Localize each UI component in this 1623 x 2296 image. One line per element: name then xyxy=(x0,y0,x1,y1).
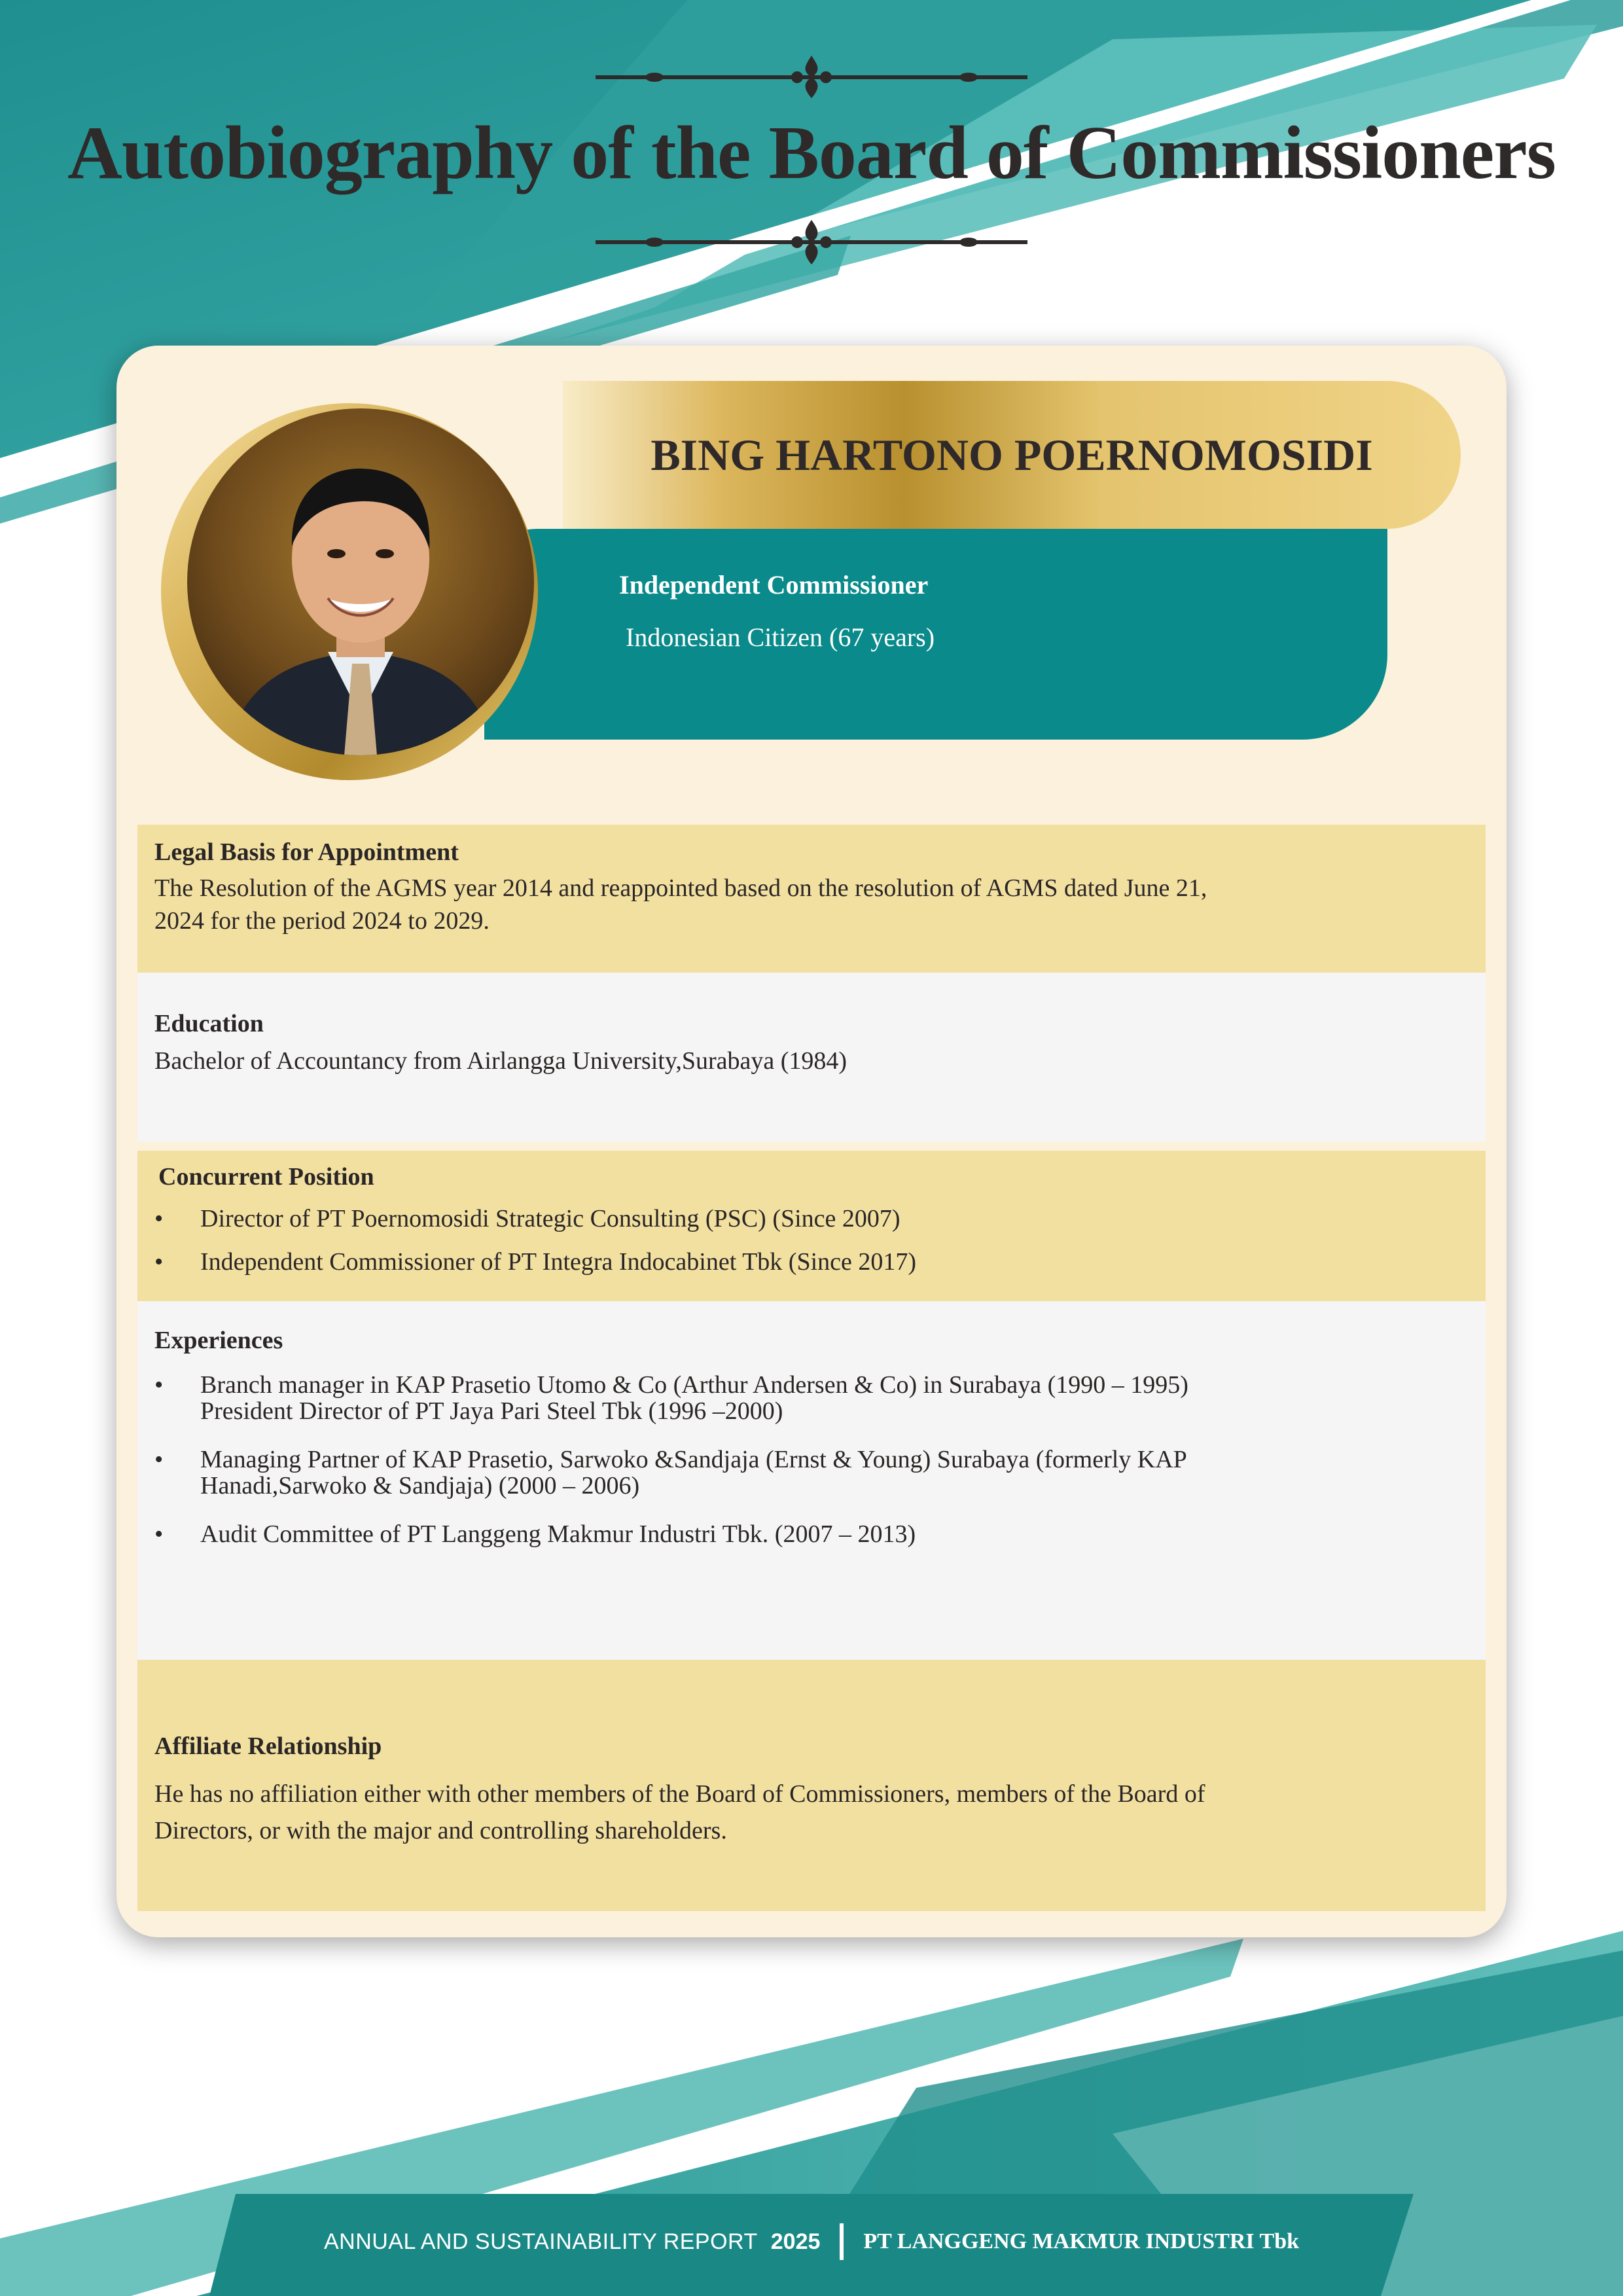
education-section xyxy=(137,973,1486,1141)
affiliate-text xyxy=(154,1768,1205,1856)
title-ornament-top-icon xyxy=(589,52,1034,98)
list-item: • Independent Commissioner of PT Integra Indocabinet Tbk (Since 2017) xyxy=(154,1249,916,1275)
page-footer xyxy=(0,2217,1623,2266)
title-ornament-bottom-icon xyxy=(589,220,1034,266)
position-title: Independent Commissioner xyxy=(619,570,929,600)
footer-company: PT LANGGENG MAKMUR INDUSTRI Tbk xyxy=(863,2229,1300,2253)
experience-line: President Director of PT Jaya Pari Steel Tbk (1996 –2000) xyxy=(200,1397,783,1425)
experiences-list xyxy=(154,1372,1188,1547)
experience-line: • Managing Partner of KAP Prasetio, Sarwoko &Sandjaja (Ernst & Young) Surabaya (formerly KAP xyxy=(200,1446,1187,1473)
affiliate-line-2: Directors, or with the major and controlling shareholders. xyxy=(154,1817,727,1844)
concurrent-position-section xyxy=(137,1151,1486,1301)
footer-divider xyxy=(840,2223,844,2260)
education-text: Bachelor of Accountancy from Airlangga University,Surabaya (1984) xyxy=(154,1047,847,1075)
role-panel xyxy=(484,529,1387,740)
concurrent-position-title: Concurrent Position xyxy=(158,1163,374,1191)
citizenship-age: Indonesian Citizen (67 years) xyxy=(626,622,935,652)
list-item xyxy=(154,1521,1188,1547)
concurrent-position-list xyxy=(154,1206,916,1275)
list-item xyxy=(154,1372,1188,1424)
legal-basis-line-1: The Resolution of the AGMS year 2014 and reappointed based on the resolution of AGMS dated June 21, xyxy=(154,874,1207,902)
affiliate-line-1: He has no affiliation either with other members of the Board of Commissioners, members of the Board of xyxy=(154,1780,1205,1808)
experience-line: Hanadi,Sarwoko & Sandjaja) (2000 – 2006) xyxy=(200,1472,640,1499)
affiliate-section xyxy=(137,1660,1486,1911)
experience-line: • Audit Committee of PT Langgeng Makmur Industri Tbk. (2007 – 2013) xyxy=(200,1520,916,1548)
experiences-title: Experiences xyxy=(154,1327,283,1354)
commissioner-name: BING HARTONO POERNOMOSIDI xyxy=(651,429,1373,480)
legal-basis-title: Legal Basis for Appointment xyxy=(154,838,459,866)
list-item: • Director of PT Poernomosidi Strategic Consulting (PSC) (Since 2007) xyxy=(154,1206,916,1232)
page-title: Autobiography of the Board of Commissioners xyxy=(67,111,1556,195)
experiences-section xyxy=(137,1301,1486,1660)
list-item xyxy=(154,1446,1188,1499)
experience-line: • Branch manager in KAP Prasetio Utomo & Co (Arthur Andersen & Co) in Surabaya (1990 – 1995) xyxy=(200,1371,1188,1399)
footer-year: 2025 xyxy=(770,2229,821,2254)
legal-basis-line-2: 2024 for the period 2024 to 2029. xyxy=(154,907,490,935)
affiliate-title: Affiliate Relationship xyxy=(154,1732,382,1760)
education-title: Education xyxy=(154,1010,264,1037)
portrait-photo xyxy=(187,408,534,755)
legal-basis-section xyxy=(137,825,1486,973)
legal-basis-text xyxy=(154,872,1207,937)
footer-report-name: ANNUAL AND SUSTAINABILITY REPORT xyxy=(323,2229,758,2254)
